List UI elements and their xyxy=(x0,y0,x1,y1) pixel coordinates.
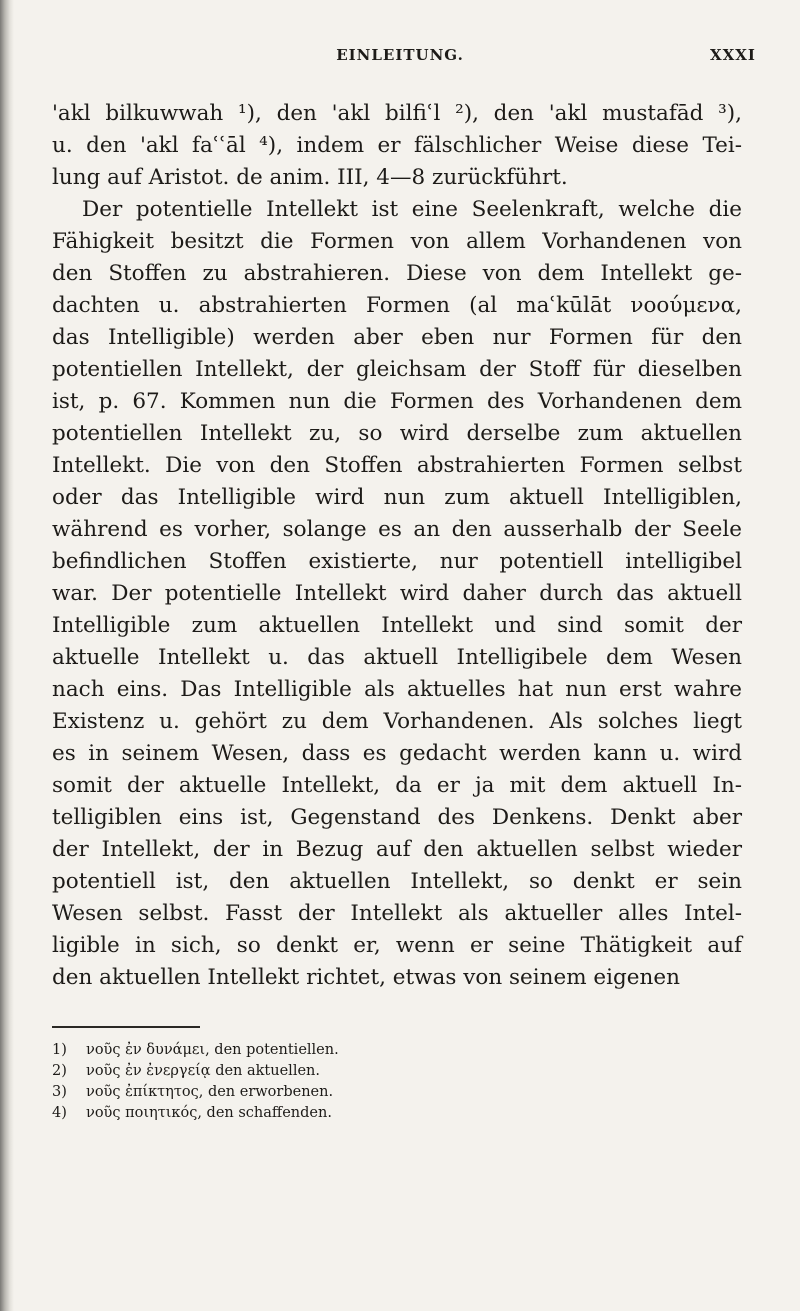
text-line: Existenz u. gehört zu dem Vorhandenen. Als solches liegt xyxy=(52,709,742,734)
page-number: XXXI xyxy=(710,46,756,64)
text-line: Der potentielle Intellekt ist eine Seelenkraft, welche die xyxy=(82,197,742,222)
text-line: während es vorher, solange es an den ausserhalb der Seele xyxy=(52,517,742,542)
text-line: 'akl bilkuwwah ¹), den 'akl bilfiʿl ²), den 'akl mustafād ³), xyxy=(52,101,742,126)
running-title: EINLEITUNG. xyxy=(336,46,464,64)
text-line: nach eins. Das Intelligible als aktuelles hat nun erst wahre xyxy=(52,677,742,702)
text-line: lung auf Aristot. de anim. III, 4—8 zurückführt. xyxy=(52,165,568,190)
text-line: ligible in sich, so denkt er, wenn er seine Thätigkeit auf xyxy=(52,933,742,958)
footnote-number: 4) xyxy=(52,1105,67,1121)
text-line: u. den 'akl faʿʿāl ⁴), indem er fälschlicher Weise diese Tei- xyxy=(52,133,742,158)
text-line: den Stoffen zu abstrahieren. Diese von dem Intellekt ge- xyxy=(52,261,742,286)
footnote xyxy=(52,1103,742,1124)
footnote-text: νοῦς ἐν ἐνεργείᾳ den aktuellen. xyxy=(86,1063,320,1079)
text-line: dachten u. abstrahierten Formen (al maʿkūlāt νοούμενα, xyxy=(52,293,742,318)
text-line: potentiellen Intellekt zu, so wird derselbe zum aktuellen xyxy=(52,421,742,446)
text-line: potentiellen Intellekt, der gleichsam der Stoff für dieselben xyxy=(52,357,742,382)
text-line: somit der aktuelle Intellekt, da er ja mit dem aktuell In- xyxy=(52,773,742,798)
text-line: befindlichen Stoffen existierte, nur potentiell intelligibel xyxy=(52,549,742,574)
footnote-text: νοῦς ἐν δυνάμει, den potentiellen. xyxy=(86,1042,339,1058)
text-line: Fähigkeit besitzt die Formen von allem Vorhandenen von xyxy=(52,229,742,254)
footnote-number: 1) xyxy=(52,1042,67,1058)
text-line: aktuelle Intellekt u. das aktuell Intelligibele dem Wesen xyxy=(52,645,742,670)
text-line: Intelligible zum aktuellen Intellekt und sind somit der xyxy=(52,613,742,638)
text-line: oder das Intelligible wird nun zum aktuell Intelligiblen, xyxy=(52,485,742,510)
body-text xyxy=(52,98,742,994)
footnote-text: νοῦς ποιητικός, den schaffenden. xyxy=(86,1105,332,1121)
footnote xyxy=(52,1082,742,1103)
text-line: Intellekt. Die von den Stoffen abstrahierten Formen selbst xyxy=(52,453,742,478)
footnote-number: 3) xyxy=(52,1084,67,1100)
text-line: den aktuellen Intellekt richtet, etwas von seinem eigenen xyxy=(52,965,680,990)
footnote-number: 2) xyxy=(52,1063,67,1079)
text-line: es in seinem Wesen, dass es gedacht werden kann u. wird xyxy=(52,741,742,766)
text-line: war. Der potentielle Intellekt wird daher durch das aktuell xyxy=(52,581,742,606)
page-header xyxy=(0,46,800,76)
text-line: der Intellekt, der in Bezug auf den aktuellen selbst wieder xyxy=(52,837,742,862)
footnote xyxy=(52,1061,742,1082)
text-line: ist, p. 67. Kommen nun die Formen des Vorhandenen dem xyxy=(52,389,742,414)
footnote xyxy=(52,1040,742,1061)
footnote-text: νοῦς ἐπίκτητος, den erworbenen. xyxy=(86,1084,334,1100)
text-line: telligiblen eins ist, Gegenstand des Denkens. Denkt aber xyxy=(52,805,742,830)
text-line: Wesen selbst. Fasst der Intellekt als aktueller alles Intel- xyxy=(52,901,742,926)
page-binding-edge xyxy=(0,0,14,1311)
text-line: das Intelligible) werden aber eben nur Formen für den xyxy=(52,325,742,350)
text-line: potentiell ist, den aktuellen Intellekt, so denkt er sein xyxy=(52,869,742,894)
footnote-rule xyxy=(52,1026,200,1028)
footnotes xyxy=(52,1040,742,1124)
